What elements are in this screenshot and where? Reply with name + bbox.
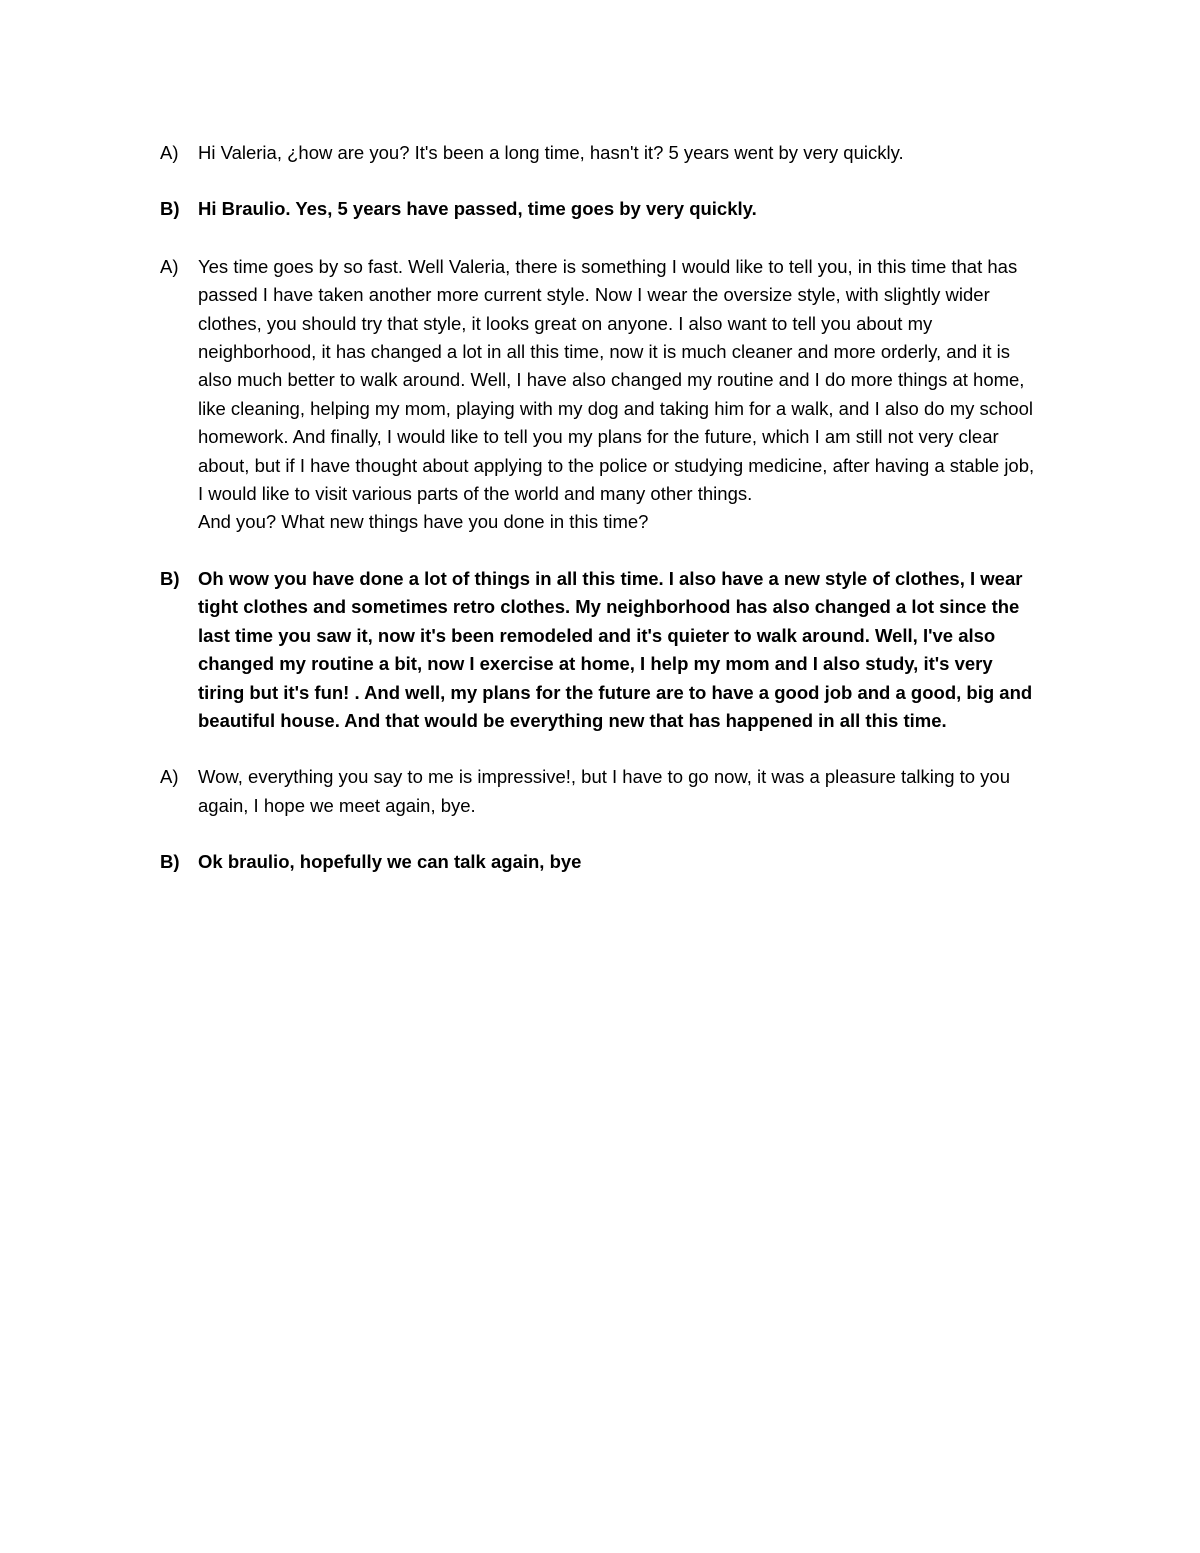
- entry-text: [198, 139, 1040, 167]
- entry-text: [198, 848, 1040, 876]
- entry-text: [198, 195, 1040, 223]
- dialogue-entry-b-farewell: [160, 848, 1040, 876]
- entry-text: [198, 253, 1040, 537]
- speaker-label: B): [160, 851, 180, 873]
- paragraph: Hi Valeria, ¿how are you? It's been a long time, hasn't it? 5 years went by very quickly.: [198, 142, 904, 163]
- paragraph: Yes time goes by so fast. Well Valeria, there is something I would like to tell you, in this time that has passed I have taken another more current style. Now I wear the oversize style, with slightly wider clothes, you should try that style, it looks great on anyone. I also want to tell you about my neighborhood, it has changed a lot in all this time, now it is much cleaner and more orderly, and it is also much better to walk around. Well, I have also changed my routine and I do more things at home, like cleaning, helping my mom, playing with my dog and taking him for a walk, and I also do my school homework. And finally, I would like to tell you my plans for the future, which I am still not very clear about, but if I have thought about applying to the police or studying medicine, after having a stable job, I would like to visit various parts of the world and many other things.: [198, 255, 1035, 505]
- speaker-label: A): [160, 142, 179, 163]
- dialogue-entry-a-greeting: [160, 139, 1040, 167]
- speaker-label: B): [160, 198, 180, 220]
- paragraph: Hi Braulio. Yes, 5 years have passed, time goes by very quickly.: [198, 198, 757, 220]
- entry-text: [198, 565, 1040, 735]
- speaker-label: B): [160, 567, 180, 589]
- speaker-label: A): [160, 255, 179, 277]
- dialogue-entry-b-news: [160, 565, 1040, 735]
- entry-text: [198, 763, 1040, 820]
- dialogue-entry-b-greeting: [160, 195, 1040, 223]
- paragraph: Oh wow you have done a lot of things in all this time. I also have a new style of clothes, I wear tight clothes and sometimes retro clothes. My neighborhood has also changed a lot since the last time you saw it, now it's been remodeled and it's quieter to walk around. Well, I've also changed my routine a bit, now I exercise at home, I help my mom and I also study, it's very tiring but it's fun! . And well, my plans for the future are to have a good job and a good, big and beautiful house. And that would be everything new that has happened in all this time.: [198, 567, 1033, 731]
- dialogue-entry-a-farewell: [160, 763, 1040, 820]
- paragraph: Wow, everything you say to me is impressive!, but I have to go now, it was a pleasure talking to you again, I hope we meet again, bye.: [198, 766, 1011, 816]
- dialogue-entry-a-news: [160, 253, 1040, 537]
- speaker-label: A): [160, 766, 179, 788]
- paragraph: And you? What new things have you done in this time?: [198, 511, 649, 533]
- dialogue-list: [160, 139, 1040, 877]
- paragraph: Ok braulio, hopefully we can talk again, bye: [198, 851, 582, 873]
